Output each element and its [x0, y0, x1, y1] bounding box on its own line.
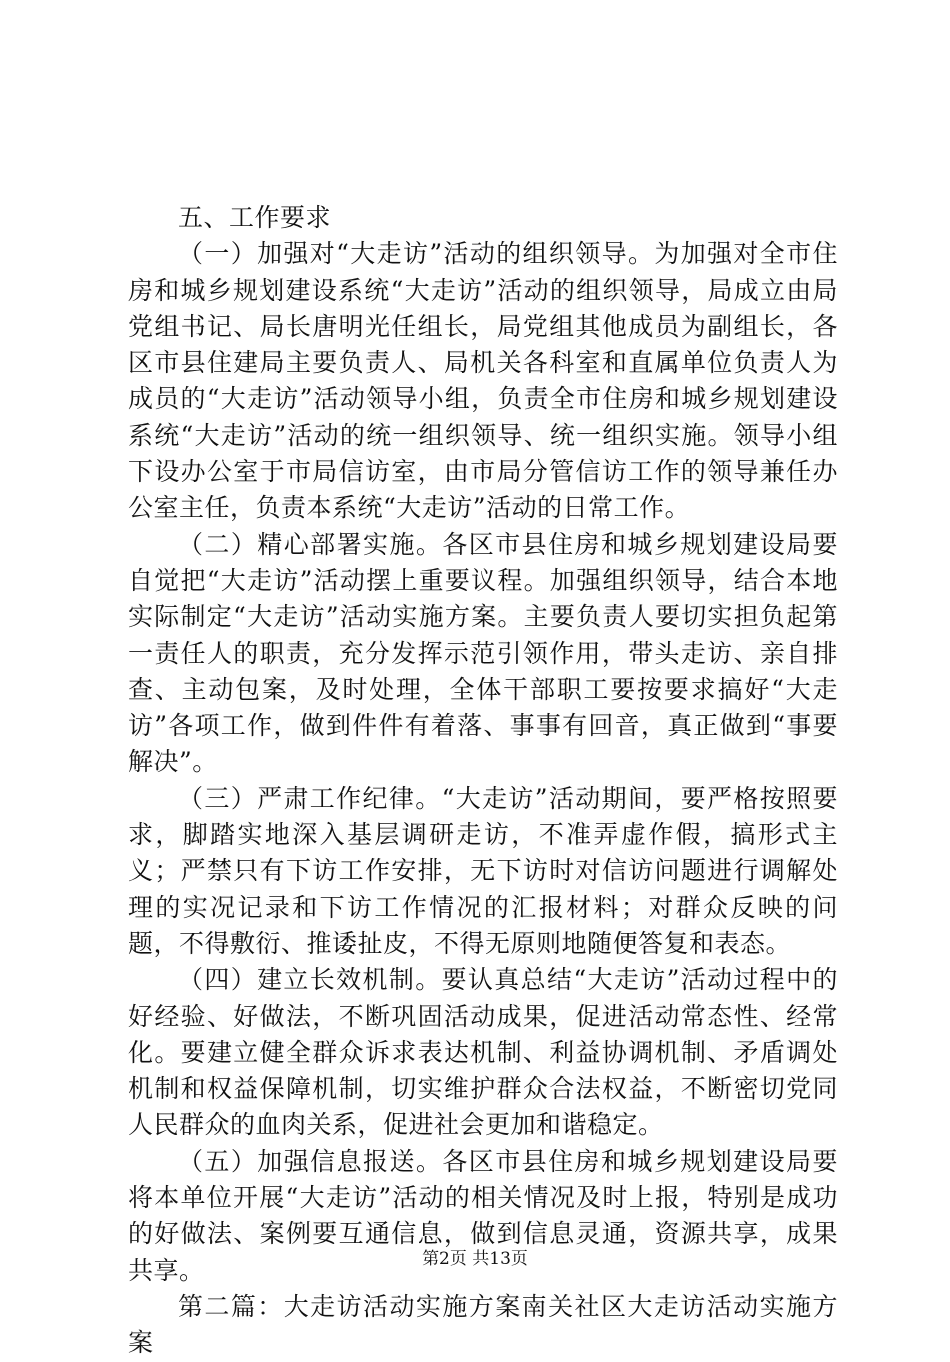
paragraph-1: （一）加强对“大走访”活动的组织领导。为加强对全市住房和城乡规划建设系统“大走访”活动的组织领导，局成立由局党组书记、局长唐明光任组长，局党组其他成员为副组长，各区市县住建局主要负责人、局机关各科室和直属单位负责人为成员的“大走访”活动领导小组，负责全市住房和城乡规划建设系统“大走访”活动的统一组织领导、统一组织实施。领导小组下设办公室于市局信访室，由市局分管信访工作的领导兼任办公室主任，负责本系统“大走访”活动的日常工作。 — [128, 239, 838, 523]
paragraph-4: （四）建立长效机制。要认真总结“大走访”活动过程中的好经验、好做法，不断巩固活动成果，促进活动常态性、经常化。要建立健全群众诉求表达机制、利益协调机制、矛盾调处机制和权益保障机制，切实维护群众合法权益，不断密切党同人民群众的血肉关系，促进社会更加和谐稳定。 — [128, 965, 838, 1140]
paragraph-5: （五）加强信息报送。各区市县住房和城乡规划建设局要将本单位开展“大走访”活动的相关情况及时上报，特别是成功的好做法、案例要互通信息，做到信息灵通，资源共享，成果共享。 — [128, 1146, 838, 1285]
paragraph-2: （二）精心部署实施。各区市县住房和城乡规划建设局要自觉把“大走访”活动摆上重要议程。加强组织领导，结合本地实际制定“大走访”活动实施方案。主要负责人要切实担负起第一责任人的职责，充分发挥示范引领作用，带头走访、亲自排查、主动包案，及时处理，全体干部职工要按要求搞好“大走访”各项工作，做到件件有着落、事事有回音，真正做到“事要解决”。 — [128, 529, 838, 777]
document-body — [128, 200, 838, 1362]
next-chapter-title: 第二篇：大走访活动实施方案南关社区大走访活动实施方案 — [128, 1291, 838, 1358]
paragraph-3: （三）严肃工作纪律。“大走访”活动期间，要严格按照要求，脚踏实地深入基层调研走访，不准弄虚作假，搞形式主义；严禁只有下访工作安排，无下访时对信访问题进行调解处理的实况记录和下访工作情况的汇报材料；对群众反映的问题，不得敷衍、推诿扯皮，不得无原则地随便答复和表态。 — [128, 783, 838, 958]
page-number-footer: 第2页 共13页 — [422, 1249, 528, 1269]
section-heading: 五、工作要求 — [178, 203, 332, 232]
